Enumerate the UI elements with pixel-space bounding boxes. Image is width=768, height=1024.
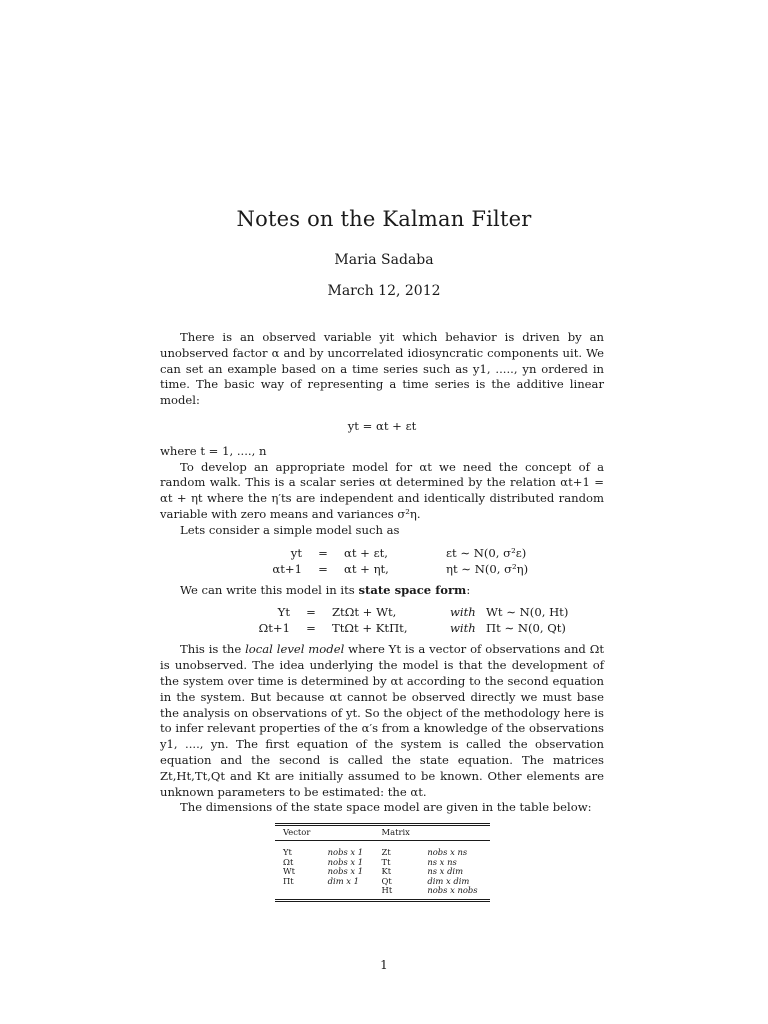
table-cell: Qt [381, 875, 392, 886]
table-cell: Ht [381, 885, 393, 895]
table-cell: nobs x 1 [327, 856, 364, 867]
equation-condition: εt ∼ N(0, σ²ε) [446, 545, 527, 560]
equation-condition: Πt ∼ N(0, Qt) [486, 621, 566, 636]
table-row [275, 841, 490, 858]
table-cell [320, 886, 374, 900]
text-run: We can write this model in its [180, 582, 359, 597]
equation-condition: Wt ∼ N(0, Ht) [486, 605, 569, 620]
equation-with: with [450, 605, 476, 620]
equation-lhs: Ωt+1 [258, 621, 290, 636]
text-run: where Yt is a vector of observations and Ωt is unobserved. The idea underlying the model is that the development of the system over time is determined by αt according to the second equation in the system. But because αt cannot be observed directly we must base the analysis on observations of yt. So the object of the methodology here is to infer relevant properties of the α′s from a knowledge of the observations y1, ...., yn. The first equation of the system is called the observation equation and the second is called the state equation. The matrices Zt,Ht,Tt,Qt and Kt are initially assumed to be known. Other elements are unknown parameters to be estimated: the αt. [160, 642, 604, 799]
equation-sign: = [306, 621, 316, 636]
table-cell [275, 886, 320, 900]
text-run: : [466, 582, 471, 597]
table-cell: Tt [381, 856, 391, 867]
bold-term: state space form [358, 582, 467, 597]
table-header-cell [419, 825, 490, 841]
table-cell: Kt [381, 866, 392, 876]
table-cell: Ωt [283, 856, 294, 867]
author-name: Maria Sadaba [334, 252, 434, 268]
table-cell: Πt [283, 875, 294, 886]
paragraph-table-intro: The dimensions of the state space model are given in the table below: [180, 800, 592, 815]
table-cell: nobs x nobs [427, 885, 478, 895]
table-cell: ns x ns [427, 856, 457, 867]
equation-row [246, 620, 572, 636]
equation-sign: = [306, 605, 316, 620]
equation-additive-model: yt = αt + εt [347, 418, 417, 433]
table-header-cell [320, 825, 374, 841]
page-number: 1 [380, 958, 388, 972]
table-cell: Wt [283, 866, 295, 876]
equation-rhs: αt + ηt, [344, 561, 389, 576]
equation-system-state-space [246, 604, 572, 636]
paper-title: Notes on the Kalman Filter [236, 207, 532, 231]
paragraph-state-space-intro [160, 583, 604, 599]
equation-with: with [450, 621, 476, 636]
table-cell: ns x dim [427, 866, 464, 876]
table-cell: Zt [381, 847, 391, 857]
text-run: This is the [180, 642, 246, 657]
equation-row [246, 604, 572, 620]
equation-row [258, 545, 532, 561]
emphasized-term: local level model [245, 642, 345, 657]
equation-lhs: Yt [277, 605, 290, 620]
dimensions-table [275, 823, 490, 902]
paragraph-simple-model: Lets consider a simple model such as [180, 522, 400, 537]
table-cell: nobs x 1 [327, 847, 364, 857]
table-cell: dim x dim [427, 875, 470, 886]
paper-body [160, 330, 604, 816]
equation-system-simple [258, 545, 532, 577]
equation-sign: = [318, 545, 328, 560]
equation-lhs: αt+1 [272, 561, 302, 576]
table-cell: nobs x ns [427, 847, 468, 857]
paragraph-index-range: where t = 1, ...., n [160, 443, 267, 458]
table-row [275, 886, 490, 900]
table-cell: dim x 1 [327, 875, 360, 886]
paragraph-local-level-model [160, 642, 604, 800]
equation-rhs: ZtΩt + Wt, [332, 605, 397, 620]
table-cell: Yt [283, 847, 292, 857]
equation-row [258, 561, 532, 577]
table-header-cell: Matrix [374, 825, 420, 841]
equation-rhs: TtΩt + KtΠt, [332, 621, 408, 636]
equation-lhs: yt [290, 545, 302, 560]
paragraph-random-walk: To develop an appropriate model for αt we need the concept of a random walk. This is a scalar series αt determined by the relation αt+1 = αt + ηt where the η′ts are independent and identically distributed random variable with zero means and variances σ²η. [160, 459, 604, 521]
equation-sign: = [318, 561, 328, 576]
table-header-row [275, 825, 490, 841]
equation-condition: ηt ∼ N(0, σ²η) [446, 561, 529, 576]
equation-rhs: αt + εt, [344, 545, 388, 560]
table-header-cell: Vector [275, 825, 320, 841]
paragraph-intro: There is an observed variable yit which behavior is driven by an unobserved factor α and by uncorrelated idiosyncratic components uit. We can set an example based on a time series such as y1, ....., yn ordered in time. The basic way of representing a time series is the additive linear model: [160, 330, 604, 408]
publication-date: March 12, 2012 [327, 283, 441, 299]
table-cell: nobs x 1 [327, 866, 364, 876]
